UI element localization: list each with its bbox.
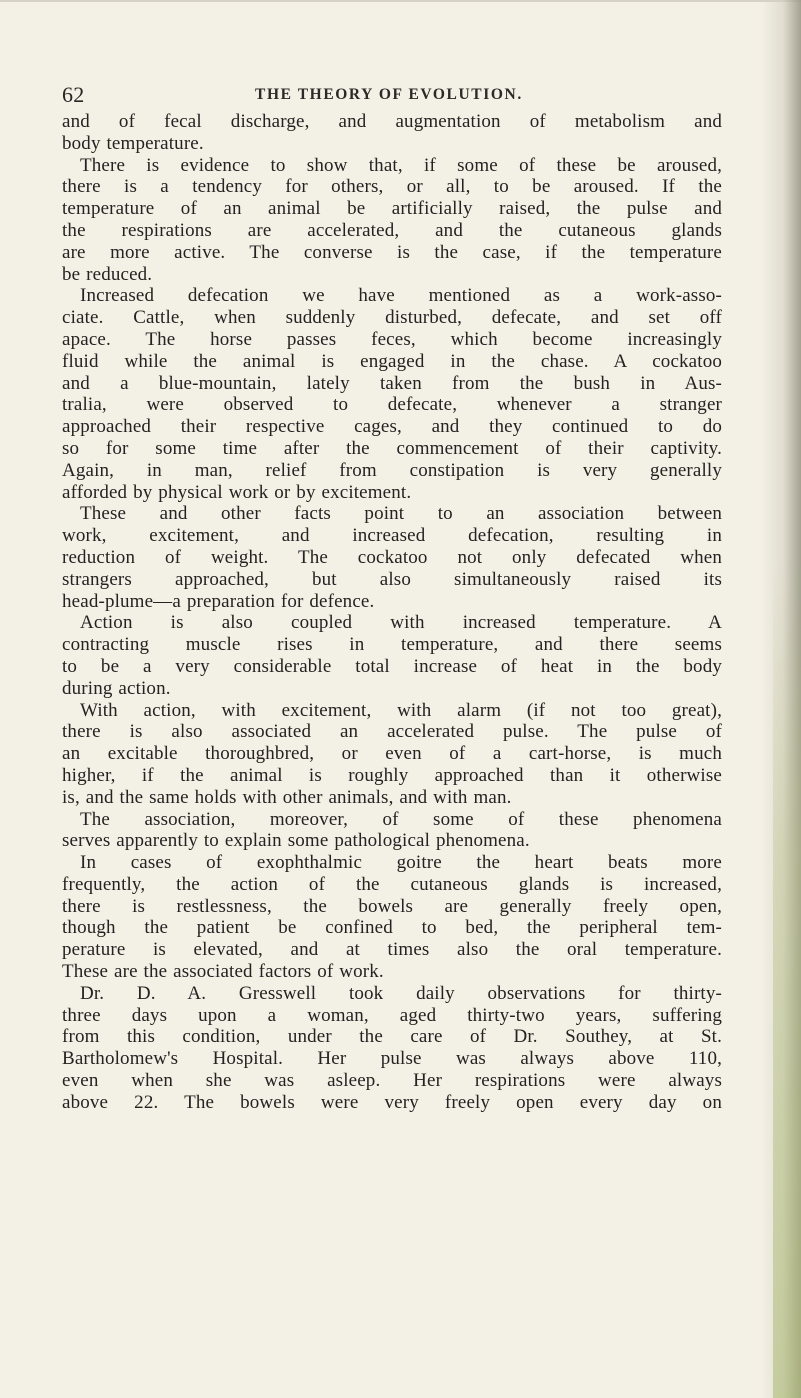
- page-edge-stain: [773, 560, 801, 1398]
- text-line: contracting muscle rises in temperature, and there seems: [62, 634, 722, 656]
- text-line: above 22. The bowels were very freely open every day on: [62, 1091, 722, 1113]
- text-line: there is a tendency for others, or all, to be aroused. If the: [62, 176, 722, 198]
- text-line: work, excitement, and increased defecation, resulting in: [62, 525, 722, 547]
- text-line: Again, in man, relief from constipation is very generally: [62, 459, 722, 481]
- text-line: Dr. D. A. Gresswell took daily observations for thirty-: [80, 982, 722, 1004]
- page-header: [62, 82, 722, 112]
- text-line: is, and the same holds with other animals, and with man.: [62, 786, 512, 808]
- text-line: tralia, were observed to defecate, whenever a stranger: [62, 394, 722, 416]
- text-line: head-plume—a preparation for defence.: [62, 590, 375, 612]
- text-line: These and other facts point to an association between: [80, 503, 722, 525]
- running-head: THE THEORY OF EVOLUTION.: [255, 86, 523, 103]
- text-line: In cases of exophthalmic goitre the heart beats more: [80, 852, 722, 874]
- page-top-edge: [0, 0, 801, 2]
- text-line: strangers approached, but also simultaneously raised its: [62, 568, 722, 590]
- text-line: from this condition, under the care of Dr. Southey, at St.: [62, 1026, 722, 1048]
- text-line: three days upon a woman, aged thirty-two years, suffering: [62, 1004, 722, 1026]
- text-line: there is also associated an accelerated pulse. The pulse of: [62, 721, 722, 743]
- text-line: There is evidence to show that, if some of these be aroused,: [80, 154, 722, 176]
- text-line: higher, if the animal is roughly approached than it otherwise: [62, 764, 722, 786]
- text-line: fluid while the animal is engaged in the chase. A cockatoo: [62, 350, 722, 372]
- text-line: and of fecal discharge, and augmentation of metabolism and: [62, 111, 722, 132]
- text-line: and a blue-mountain, lately taken from the bush in Aus-: [62, 372, 722, 394]
- text-line: These are the associated factors of work.: [62, 961, 384, 983]
- text-line: apace. The horse passes feces, which become increasingly: [62, 328, 722, 350]
- text-line: so for some time after the commencement of their captivity.: [62, 437, 722, 459]
- body-text: [62, 111, 722, 1114]
- text-line: there is restlessness, the bowels are generally freely open,: [62, 895, 722, 917]
- text-line: frequently, the action of the cutaneous glands is increased,: [62, 873, 722, 895]
- text-line: the respirations are accelerated, and the cutaneous glands: [62, 219, 722, 241]
- text-line: Bartholomew's Hospital. Her pulse was always above 110,: [62, 1048, 722, 1070]
- text-line: With action, with excitement, with alarm (if not too great),: [80, 699, 722, 721]
- text-line: approached their respective cages, and they continued to do: [62, 416, 722, 438]
- text-line: be reduced.: [62, 263, 153, 285]
- text-line: during action.: [62, 677, 171, 699]
- text-line: even when she was asleep. Her respirations were always: [62, 1070, 722, 1092]
- text-line: though the patient be confined to bed, the peripheral tem-: [62, 917, 722, 939]
- text-line: ciate. Cattle, when suddenly disturbed, defecate, and set off: [62, 307, 722, 329]
- text-line: afforded by physical work or by excitement.: [62, 481, 412, 503]
- page-number: 62: [62, 82, 85, 107]
- text-line: reduction of weight. The cockatoo not only defecated when: [62, 546, 722, 568]
- text-line: Action is also coupled with increased temperature. A: [80, 612, 722, 634]
- text-line: temperature of an animal be artificially raised, the pulse and: [62, 198, 722, 220]
- text-line: Increased defecation we have mentioned as a work-asso-: [80, 285, 722, 307]
- text-line: perature is elevated, and at times also the oral temperature.: [62, 939, 722, 961]
- text-line: serves apparently to explain some pathological phenomena.: [62, 830, 530, 852]
- text-line: an excitable thoroughbred, or even of a cart-horse, is much: [62, 743, 722, 765]
- text-line: to be a very considerable total increase of heat in the body: [62, 655, 722, 677]
- text-line: The association, moreover, of some of these phenomena: [80, 808, 722, 830]
- text-line: body temperature.: [62, 132, 204, 154]
- text-line: are more active. The converse is the case, if the temperature: [62, 241, 722, 263]
